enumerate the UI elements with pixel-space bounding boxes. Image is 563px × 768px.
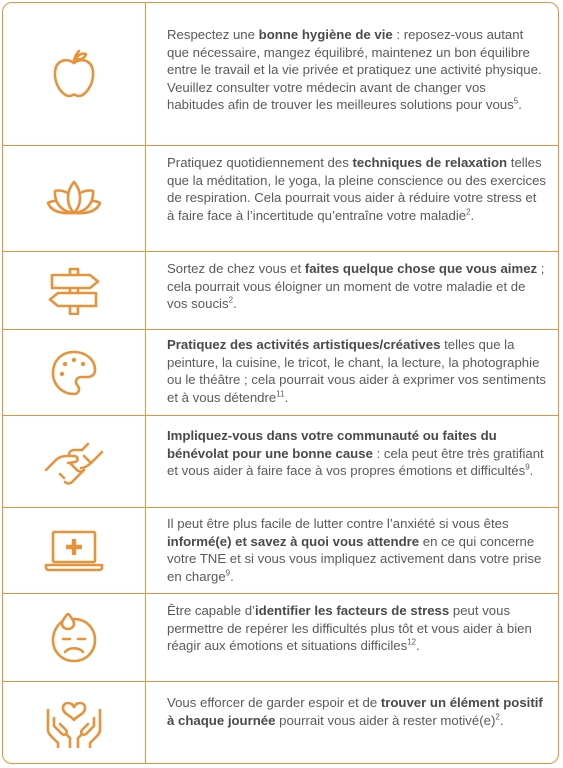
tip-text: Respectez une bonne hygiène de vie : reposez-vous autant que nécessaire, mangez équilibré, maintenez un bon équilibre entre le travail et la vie privée et pratiquez une activité physique. Veuillez consulter votre médecin avant de changer vos habitudes afin de trouver les meilleures solutions pour vous$^5$. — [167, 27, 542, 113]
tip-text: Sortez de chez vous et faites quelque chose que vous aimez ; cela pourrait vous éloigner un moment de votre maladie et de vos soucis$^2$. — [167, 261, 545, 312]
helping-hands-icon — [44, 438, 104, 486]
palette-icon — [50, 349, 98, 397]
tip-row-community — [3, 415, 558, 508]
tip-row-arts — [3, 329, 558, 416]
apple-icon — [51, 49, 97, 99]
tip-text: Être capable d’identifier les facteurs de stress peut vous permettre de repérer les difficultés plus tôt et vous aider à bien réagir aux émotions et situations difficiles$^{12}$. — [167, 603, 532, 654]
lotus-icon — [46, 179, 102, 219]
signpost-icon — [46, 267, 102, 315]
tip-row-hope — [3, 681, 558, 764]
laptop-medical-icon — [44, 529, 104, 573]
tip-row-informed — [3, 507, 558, 594]
tip-text: Pratiquez des activités artistiques/créatives telles que la peinture, la cuisine, le tricot, le chant, la lecture, la photographie ou le théâtre ; cela pourrait vous aider à exprimer vos sentiments et à vous détendre$^{11}$. — [167, 337, 546, 405]
tip-row-relaxation — [3, 145, 558, 252]
tip-row-stress-factors — [3, 593, 558, 682]
tips-card — [2, 2, 559, 764]
tip-text: Il peut être plus facile de lutter contre l’anxiété si vous êtes informé(e) et savez à quoi vous attendre en ce qui concerne votre TNE et si vous vous impliquez activement dans votre prise en charge$^9$. — [167, 516, 542, 584]
tip-text: Vous efforcer de garder espoir et de trouver un élément positif à chaque journée pourrait vous aider à rester $motivé(e)^2$. — [167, 695, 543, 728]
tip-row-hobbies — [3, 251, 558, 330]
heart-hands-icon — [44, 702, 104, 748]
tip-text: Pratiquez quotidiennement des techniques de relaxation telles que la méditation, le yoga, la pleine conscience ou des exercices de respiration. Cela pourrait vous aider à réduire votre stress et à faire face à l’incertitude qu’entraîne votre maladie$^2$. — [167, 155, 547, 223]
stressed-face-icon — [50, 613, 98, 663]
tip-row-hygiene — [3, 3, 558, 145]
tip-text: Impliquez-vous dans votre communauté ou faites du bénévolat pour une bonne cause : cela peut être très gratifiant et vous aider à faire face à vos propres émotions et difficultés$^9$. — [167, 428, 544, 479]
